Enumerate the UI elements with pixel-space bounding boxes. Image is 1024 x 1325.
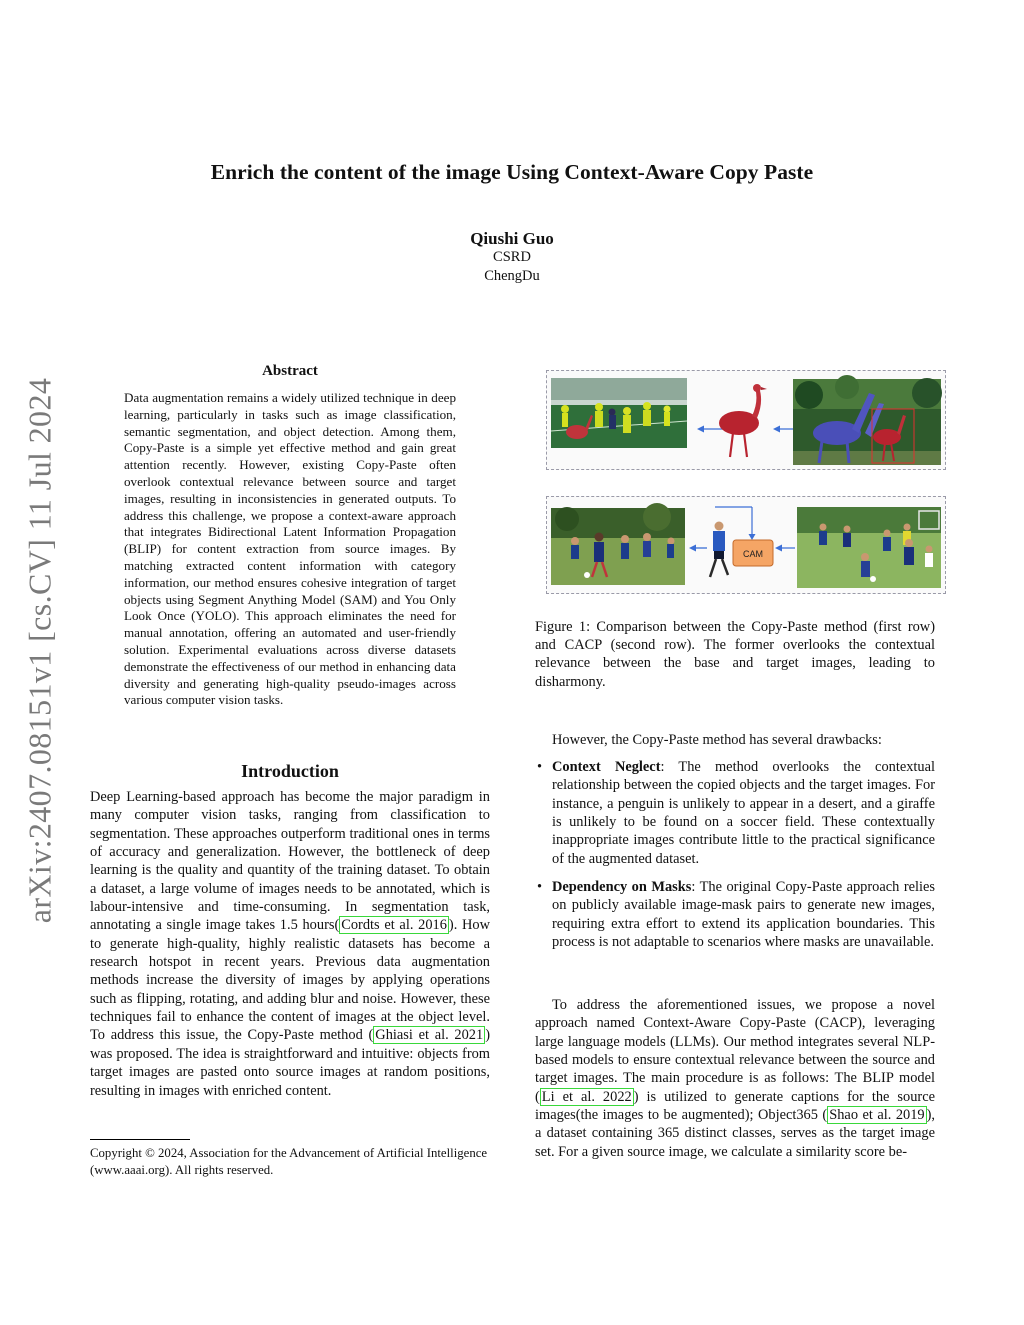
youth-soccer-image — [551, 503, 685, 585]
drawbacks-intro: However, the Copy-Paste method has several drawbacks: — [552, 732, 882, 748]
cacp-paragraph — [535, 996, 935, 1161]
arxiv-identifier-text: arXiv:2407.08151v1 [cs.CV] 11 Jul 2024 — [21, 377, 58, 923]
list-item — [535, 878, 935, 951]
footnote-rule — [90, 1139, 190, 1140]
ostrich-cutout — [719, 384, 767, 457]
affiliation-city: ChengDu — [484, 268, 540, 284]
player-cutout — [710, 522, 728, 578]
forest-giraffe-image — [793, 375, 942, 465]
cacp-text-part-2: ) is utilized to generate captions for the source images(the images to be augmented); Object365 ( — [535, 1088, 935, 1124]
paper-title: Enrich the content of the image Using Context-Aware Copy Paste — [210, 160, 814, 184]
affiliation-org: CSRD — [493, 249, 531, 265]
cacp-text-part-3: ), a dataset containing 365 distinct classes, serves as the target image set. For a given source image, we calculate a similarity score be- — [535, 1107, 936, 1160]
introduction-paragraph — [90, 788, 490, 1100]
bullet-title-context-neglect: Context Neglect — [552, 759, 661, 775]
intro-text-part-3: ) was proposed. The idea is straightforward and intuitive: objects from target images are pasted onto source images at random positions, resulting in images with enriched content. — [90, 1027, 490, 1099]
abstract-text: Data augmentation remains a widely utilized technique in deep learning, particularly in tasks such as image classification, semantic segmentation, and object detection. Among them, Copy-Paste is a simple yet effective method and gain great attention recently. However, existing Copy-Paste often overlook contextual relevance between source and target images, resulting in inconsistencies in generated outputs. To address this challenge, we propose a context-aware approach that integrates Bidirectional Latent Information Propagation (BLIP) for content extraction from source images. By matching extracted content information with category information, our method ensures cohesive integration of target objects using Segment Anything Model (SAM) and You Only Look Once (YOLO). This approach eliminates the need for manual annotation, offering an automated and user-friendly solution. Experimental evaluations across diverse datasets demonstrate the effectiveness of our method in enhancing data diversity and generating high-quality pseudo-images across various computer vision tasks. — [124, 390, 456, 708]
drawbacks-list — [535, 758, 935, 951]
field-kids-image — [797, 507, 941, 588]
figure-row-cacp — [546, 496, 946, 594]
list-item — [535, 758, 935, 868]
copyright-footnote: Copyright © 2024, Association for the Advancement of Artificial Intelligence (www.aaai.org). All rights reserved. — [90, 1146, 488, 1177]
cacp-text-part-1: To address the aforementioned issues, we propose a novel approach named Context-Aware Copy-Paste (CACP), leveraging large language models (LLMs). Our method integrates several NLP-based models to ensure contextual relevance between the source and target images. The main procedure is as follows: The BLIP model ( — [535, 997, 935, 1105]
figure-row-copy-paste — [546, 370, 946, 470]
bullet-text-context-neglect: : The method overlooks the contextual relationship between the copied objects and the target images. For instance, a penguin is unlikely to appear in a desert, and a giraffe is unlikely to be found on a soccer field. These contextually inappropriate images contribute little to the practical significance of the augmented dataset. — [552, 759, 935, 867]
bullet-text-dependency-masks: : The original Copy-Paste approach relies on publicly available image-mask pairs to generate new images, requiring extra effort to extend its application boundaries. This process is not adaptable to scenarios where masks are unavailable. — [552, 879, 935, 951]
citation-cordts-2016[interactable]: Cordts et al. 2016 — [341, 917, 447, 934]
bullet-icon: • — [537, 879, 543, 896]
cacp-illustration — [547, 497, 945, 593]
copy-paste-illustration — [547, 371, 945, 469]
cam-label: CAM — [743, 549, 763, 559]
bullet-title-dependency-masks: Dependency on Masks — [552, 879, 692, 896]
abstract-heading: Abstract — [262, 363, 318, 379]
introduction-heading: Introduction — [241, 761, 339, 781]
intro-text-part-1: Deep Learning-based approach has become the major paradigm in many computer vision tasks, ranging from classification to segmentation. These approaches outperform traditional ones in terms of accuracy and generalization. However, the bottleneck of deep learning is the quality and quantity of the training dataset. To obtain a dataset, a large volume of images needs to be annotated, which is labour-intensive and time-consuming. In segmentation task, annotating a single image takes 1.5 hours( — [90, 789, 490, 934]
author-name: Qiushi Guo — [470, 229, 554, 248]
citation-ghiasi-2021[interactable]: Ghiasi et al. 2021 — [375, 1027, 484, 1044]
intro-text-part-2: ). How to generate high-quality, highly realistic datasets has become a research hotspot in recent years. Previous data augmentation methods increase the diversity of images by applying operations such as flipping, rotating, and adding blur and noise. However, these techniques fail to enhance the content of images at the object level. To address this issue, the Copy-Paste method ( — [90, 917, 490, 1044]
bullet-icon: • — [537, 759, 543, 775]
soccer-field-image — [551, 378, 687, 448]
arxiv-identifier — [18, 360, 62, 940]
figure-caption: Figure 1: Comparison between the Copy-Paste method (first row) and CACP (second row). The former overlooks the contextual relevance between the base and target images, leading to disharmony. — [535, 619, 935, 690]
citation-shao-2019[interactable]: Shao et al. 2019 — [829, 1107, 925, 1124]
citation-li-2022[interactable]: Li et al. 2022 — [541, 1088, 632, 1105]
